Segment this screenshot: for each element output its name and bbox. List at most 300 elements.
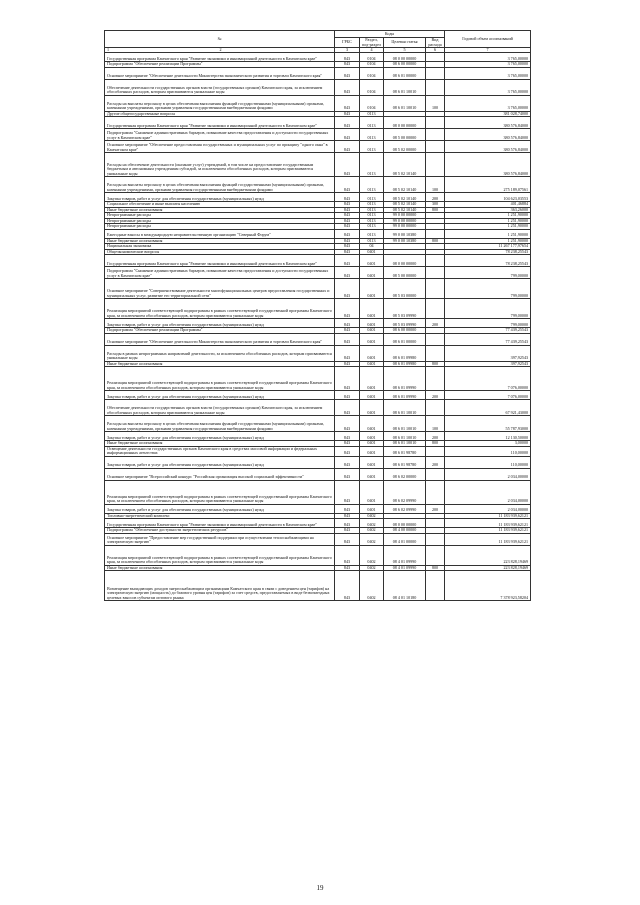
row-exptype-cell: 200: [426, 504, 445, 513]
row-amount-cell: 397,92543: [445, 361, 531, 367]
row-grbs-cell: 843: [335, 504, 360, 513]
row-section-cell: 0104: [360, 67, 384, 79]
row-grbs-cell: 843: [335, 255, 360, 267]
row-amount-cell: 78 238,25543: [445, 249, 531, 255]
row-name-cell: Основное мероприятие "Совершенствование деятельности многофункциональных центров предоставления государственных и муниципальных услуг, развитие его территориальной сети": [105, 279, 335, 299]
row-amount-cell: 1 251,90000: [445, 224, 531, 230]
table-body: [105, 48, 531, 601]
table-row: [105, 53, 531, 62]
row-target-cell: 99 0 00 10380: [384, 229, 426, 238]
row-exptype-cell: [426, 446, 445, 456]
row-exptype-cell: [426, 333, 445, 345]
row-target-cell: 08 6 02 09990: [384, 480, 426, 504]
budget-table: [104, 30, 531, 601]
row-grbs-cell: 843: [335, 79, 360, 95]
row-grbs-cell: 843: [335, 513, 360, 519]
row-target-cell: 08 0 00 00000: [384, 519, 426, 528]
row-amount-cell: 799,00000: [445, 299, 531, 319]
row-section-cell: 0113: [360, 218, 384, 224]
row-exptype-cell: [426, 571, 445, 601]
table-row: [105, 299, 531, 319]
row-grbs-cell: 843: [335, 153, 360, 177]
row-name-cell: Иные бюджетные ассигнования: [105, 565, 335, 571]
row-amount-cell: 1 251,90000: [445, 238, 531, 244]
row-name-cell: Закупка товаров, работ и услуг для обеспечения государственных (муниципальных) нужд: [105, 319, 335, 328]
row-section-cell: 0104: [360, 62, 384, 68]
row-grbs-cell: 843: [335, 177, 360, 193]
column-number-7: 7: [445, 48, 531, 53]
row-target-cell: 08 6 00 00000: [384, 62, 426, 68]
row-amount-cell: 380 576,84000: [445, 153, 531, 177]
row-name-cell: Непрограммные расходы: [105, 213, 335, 219]
row-target-cell: 08 6 01 10010: [384, 95, 426, 111]
row-name-cell: Основное мероприятие "Обеспечение предоставления государственных и муниципальных услуг по принципу "одного окна" в Камчатском крае": [105, 141, 335, 153]
row-grbs-cell: 843: [335, 238, 360, 244]
row-target-cell: 08 5 03 00000: [384, 279, 426, 299]
row-name-cell: Непрограммные расходы: [105, 224, 335, 230]
row-target-cell: 08 4 01 00000: [384, 533, 426, 545]
row-section-cell: 0401: [360, 391, 384, 400]
row-name-cell: Закупка товаров, работ и услуг для обеспечения государственных (муниципальных) нужд: [105, 432, 335, 441]
table-row: [105, 345, 531, 361]
row-name-cell: Закупка товаров, работ и услуг для обеспечения государственных (муниципальных) нужд: [105, 391, 335, 400]
row-name-cell: Иные бюджетные ассигнования: [105, 361, 335, 367]
row-exptype-cell: [426, 117, 445, 129]
row-target-cell: 08 6 02 00000: [384, 468, 426, 480]
row-grbs-cell: 843: [335, 367, 360, 391]
col-section-header: Раздел, под-раздел: [360, 38, 384, 48]
row-exptype-cell: 300: [426, 202, 445, 208]
row-name-cell: Другие общегосударственные вопросы: [105, 111, 335, 117]
row-exptype-cell: [426, 545, 445, 565]
row-target-cell: 99 0 00 00000: [384, 213, 426, 219]
row-name-cell: Расходы на выплаты персоналу в целях обеспечения выполнения функций государственными (муниципальными) органами, казенными учреждениями, органами управления государственными внебюджетными фондами: [105, 416, 335, 432]
row-name-cell: Иные бюджетные ассигнования: [105, 207, 335, 213]
row-exptype-cell: [426, 345, 445, 361]
row-name-cell: Расходы на обеспечение деятельности (оказание услуг) учреждений, в том числе на предоставление государственным бюджетным и автономным учреждениям субсидий, за исключением обособленных расходов, которым присваиваются уникальные коды: [105, 153, 335, 177]
row-target-cell: 08 5 02 00000: [384, 141, 426, 153]
row-target-cell: 08 0 00 00000: [384, 53, 426, 62]
row-amount-cell: 380 576,84000: [445, 129, 531, 141]
row-section-cell: 0113: [360, 207, 384, 213]
table-row: [105, 95, 531, 111]
row-target-cell: 08 6 01 09980: [384, 361, 426, 367]
row-grbs-cell: 843: [335, 95, 360, 111]
row-name-cell: Расходы на выплаты персоналу в целях обеспечения выполнения функций государственными (муниципальными) органами, казенными учреждениями, органами управления государственными внебюджетными фондами: [105, 95, 335, 111]
table-row: [105, 129, 531, 141]
table-row: [105, 504, 531, 513]
row-grbs-cell: 843: [335, 400, 360, 416]
row-grbs-cell: 843: [335, 345, 360, 361]
row-grbs-cell: 843: [335, 571, 360, 601]
row-amount-cell: 77 439,25543: [445, 333, 531, 345]
row-grbs-cell: 843: [335, 416, 360, 432]
row-amount-cell: 11 183 939,62121: [445, 528, 531, 534]
row-grbs-cell: 843: [335, 207, 360, 213]
row-grbs-cell: 843: [335, 218, 360, 224]
row-target-cell: 08 6 01 00000: [384, 333, 426, 345]
col-grbs-header: ГРБС: [335, 38, 360, 48]
row-amount-cell: 363,26000: [445, 207, 531, 213]
row-name-cell: Реализация мероприятий соответствующей подпрограммы в рамках соответствующей государственной программы Камчатского края, за исключением обособленных расходов, которым присваиваются уникальные коды: [105, 480, 335, 504]
row-exptype-cell: [426, 480, 445, 504]
row-exptype-cell: [426, 299, 445, 319]
row-name-cell: Закупка товаров, работ и услуг для обеспечения государственных (муниципальных) нужд: [105, 504, 335, 513]
table-row: [105, 519, 531, 528]
row-name-cell: Непрограммные расходы: [105, 218, 335, 224]
row-name-cell: Возмещение выпадающих доходов энергоснабжающим организациям Камчатского края в связи с доведением цен (тарифов) на электрическую энергию (мощность) до базового уровня цен (тарифов) за счет средств, предоставляемых в виде безвозмездных целевых взносов субъектам оптового рынка: [105, 571, 335, 601]
row-target-cell: 08 0 00 00000: [384, 117, 426, 129]
row-target-cell: 08 5 02 10140: [384, 177, 426, 193]
row-amount-cell: 223 828,19469: [445, 565, 531, 571]
row-target-cell: 08 6 01 10010: [384, 400, 426, 416]
row-amount-cell: 104 623,03553: [445, 193, 531, 202]
row-amount-cell: 1 251,90000: [445, 213, 531, 219]
row-grbs-cell: 843: [335, 328, 360, 334]
row-target-cell: 08 5 02 10140: [384, 207, 426, 213]
row-amount-cell: 799,00000: [445, 279, 531, 299]
table-row: [105, 400, 531, 416]
row-amount-cell: 77 439,25543: [445, 328, 531, 334]
table-row: [105, 333, 531, 345]
row-section-cell: 0113: [360, 229, 384, 238]
row-target-cell: 99 0 00 00000: [384, 218, 426, 224]
row-amount-cell: 1 251,90000: [445, 229, 531, 238]
row-section-cell: 0401: [360, 432, 384, 441]
row-amount-cell: 7 076,00000: [445, 391, 531, 400]
row-exptype-cell: [426, 519, 445, 528]
row-name-cell: Основное мероприятие "Обеспечение деятельности Министерства экономического развития и торговли Камчатского края": [105, 67, 335, 79]
table-row: [105, 391, 531, 400]
table-header: [105, 31, 531, 48]
row-target-cell: 08 6 01 09990: [384, 367, 426, 391]
row-exptype-cell: [426, 79, 445, 95]
table-row: [105, 141, 531, 153]
row-name-cell: Государственная программа Камчатского края "Развитие экономики и инновационной деятельности в Камчатском крае": [105, 255, 335, 267]
row-exptype-cell: 200: [426, 456, 445, 468]
row-target-cell: 08 5 00 00000: [384, 129, 426, 141]
row-section-cell: 0401: [360, 255, 384, 267]
row-grbs-cell: 843: [335, 279, 360, 299]
row-amount-cell: 223 828,19469: [445, 545, 531, 565]
table-row: [105, 468, 531, 480]
row-section-cell: 0113: [360, 177, 384, 193]
row-name-cell: Ежегодные взносы в международную неправительственную организацию "Северный Форум": [105, 229, 335, 238]
row-grbs-cell: 843: [335, 67, 360, 79]
row-amount-cell: 11 267 177,97654: [445, 244, 531, 250]
row-amount-cell: 3 765,00000: [445, 95, 531, 111]
row-target-cell: 08 5 02 10140: [384, 193, 426, 202]
table-row: [105, 319, 531, 328]
table-row: [105, 279, 531, 299]
row-exptype-cell: 800: [426, 361, 445, 367]
row-section-cell: 0401: [360, 480, 384, 504]
row-exptype-cell: [426, 468, 445, 480]
row-amount-cell: 3 765,00000: [445, 53, 531, 62]
row-exptype-cell: 100: [426, 95, 445, 111]
row-grbs-cell: 843: [335, 528, 360, 534]
row-target-cell: 08 4 01 10180: [384, 571, 426, 601]
table-row: [105, 229, 531, 238]
row-exptype-cell: [426, 533, 445, 545]
row-amount-cell: 7 076,00000: [445, 367, 531, 391]
row-amount-cell: 7 378 923,58204: [445, 571, 531, 601]
row-exptype-cell: [426, 129, 445, 141]
row-exptype-cell: [426, 400, 445, 416]
column-number-3: 3: [335, 48, 360, 53]
row-grbs-cell: 843: [335, 319, 360, 328]
row-amount-cell: 11 183 939,62121: [445, 519, 531, 528]
row-section-cell: 0113: [360, 141, 384, 153]
row-name-cell: Государственная программа Камчатского края "Развитие экономики и инновационной деятельности в Камчатском крае": [105, 519, 335, 528]
table-row: [105, 267, 531, 279]
row-grbs-cell: 843: [335, 545, 360, 565]
row-section-cell: 0402: [360, 533, 384, 545]
row-target-cell: 08 5 02 10140: [384, 202, 426, 208]
row-name-cell: Общеэкономические вопросы: [105, 249, 335, 255]
row-target-cell: 08 6 01 09980: [384, 345, 426, 361]
row-exptype-cell: [426, 279, 445, 299]
row-target-cell: 08 6 01 10010: [384, 416, 426, 432]
row-grbs-cell: 843: [335, 62, 360, 68]
row-amount-cell: 110,00000: [445, 446, 531, 456]
row-section-cell: 0104: [360, 95, 384, 111]
row-section-cell: 0113: [360, 153, 384, 177]
row-section-cell: 0401: [360, 345, 384, 361]
row-name-cell: Закупка товаров, работ и услуг для обеспечения государственных (муниципальных) нужд: [105, 456, 335, 468]
row-section-cell: 0104: [360, 53, 384, 62]
table-row: [105, 193, 531, 202]
col-amount-header: Годовой объем ассигнований: [445, 31, 531, 48]
row-target-cell: 08 4 01 09990: [384, 545, 426, 565]
row-amount-cell: 799,00000: [445, 267, 531, 279]
row-section-cell: 0402: [360, 545, 384, 565]
table-row: [105, 79, 531, 95]
row-grbs-cell: 843: [335, 224, 360, 230]
row-section-cell: 0113: [360, 238, 384, 244]
table-row: [105, 432, 531, 441]
row-name-cell: Закупка товаров, работ и услуг для обеспечения государственных (муниципальных) нужд: [105, 193, 335, 202]
row-section-cell: 0401: [360, 468, 384, 480]
row-target-cell: 08 5 02 10140: [384, 153, 426, 177]
row-section-cell: 0401: [360, 446, 384, 456]
column-number-2: 2: [219, 47, 222, 52]
row-amount-cell: 2 034,00000: [445, 480, 531, 504]
row-section-cell: 0401: [360, 456, 384, 468]
row-section-cell: 0104: [360, 79, 384, 95]
row-target-cell: 08 6 01 98780: [384, 456, 426, 468]
row-section-cell: 0401: [360, 299, 384, 319]
row-name-cell: Подпрограмма "Обеспечение реализации Программы": [105, 62, 335, 68]
row-exptype-cell: 200: [426, 193, 445, 202]
row-target-cell: 08 0 00 00000: [384, 255, 426, 267]
table-row: [105, 255, 531, 267]
row-name-cell: Реализация мероприятий соответствующей подпрограммы в рамках соответствующей государственной программы Камчатского края, за исключением обособленных расходов, которым присваиваются уникальные коды: [105, 367, 335, 391]
row-exptype-cell: [426, 153, 445, 177]
row-target-cell: 08 5 03 09990: [384, 319, 426, 328]
row-section-cell: 0113: [360, 117, 384, 129]
row-section-cell: 0401: [360, 400, 384, 416]
row-section-cell: 0401: [360, 441, 384, 447]
row-grbs-cell: 843: [335, 468, 360, 480]
row-target-cell: 99 0 00 00000: [384, 224, 426, 230]
col-codes-header: Коды: [335, 31, 445, 38]
row-section-cell: 0401: [360, 416, 384, 432]
table-row: [105, 153, 531, 177]
row-amount-cell: 12 130,50000: [445, 432, 531, 441]
row-section-cell: 0113: [360, 193, 384, 202]
row-grbs-cell: 843: [335, 456, 360, 468]
row-exptype-cell: [426, 229, 445, 238]
table-row: [105, 480, 531, 504]
row-exptype-cell: 800: [426, 441, 445, 447]
table-row: [105, 67, 531, 79]
row-amount-cell: 3 765,00000: [445, 62, 531, 68]
row-section-cell: 04: [360, 244, 384, 250]
row-name-cell: Государственная программа Камчатского края "Развитие экономики и инновационной деятельности в Камчатском крае": [105, 53, 335, 62]
row-exptype-cell: [426, 67, 445, 79]
row-amount-cell: 1 251,90000: [445, 218, 531, 224]
row-amount-cell: 401,46884: [445, 202, 531, 208]
row-name-cell: Основное мероприятие "Обеспечение деятельности Министерства экономического развития и торговли Камчатского края": [105, 333, 335, 345]
row-section-cell: 0113: [360, 224, 384, 230]
row-grbs-cell: 843: [335, 213, 360, 219]
row-name-cell: Обеспечение деятельности государственных органов власти (государственных органов) Камчатского края, за исключением обособленных расходов, которым присваиваются уникальные коды: [105, 79, 335, 95]
row-exptype-cell: [426, 255, 445, 267]
row-section-cell: 0402: [360, 565, 384, 571]
row-grbs-cell: 843: [335, 202, 360, 208]
row-section-cell: 0113: [360, 129, 384, 141]
row-amount-cell: 275 189,07561: [445, 177, 531, 193]
row-exptype-cell: [426, 367, 445, 391]
row-name-cell: Иные бюджетные ассигнования: [105, 238, 335, 244]
table-row: [105, 446, 531, 456]
row-name-cell: Расходы в рамках непрограммных направлений деятельности, за исключением обособленных расходов, которым присваиваются уникальные коды: [105, 345, 335, 361]
row-grbs-cell: 843: [335, 267, 360, 279]
row-target-cell: 08 6 02 09990: [384, 504, 426, 513]
row-amount-cell: 3 765,00000: [445, 79, 531, 95]
row-grbs-cell: 843: [335, 299, 360, 319]
row-exptype-cell: 200: [426, 319, 445, 328]
row-exptype-cell: [426, 141, 445, 153]
row-name-cell: Подпрограмма "Обеспечение реализации Программы": [105, 328, 335, 334]
row-grbs-cell: 843: [335, 229, 360, 238]
row-section-cell: 0401: [360, 361, 384, 367]
row-name-cell: Подпрограмма "Снижение административных барьеров, повышение качества предоставления и доступности государственных услуг в Камчатском крае": [105, 129, 335, 141]
row-name-cell: Топливно-энергетический комплекс: [105, 513, 335, 519]
row-grbs-cell: 843: [335, 533, 360, 545]
row-target-cell: 08 6 00 00000: [384, 328, 426, 334]
column-number-1: 1: [107, 47, 110, 52]
row-amount-cell: 11 183 939,62121: [445, 513, 531, 519]
row-name-cell: Социальное обеспечение и иные выплаты населению: [105, 202, 335, 208]
row-name-cell: Расходы на выплаты персоналу в целях обеспечения выполнения функций государственными (муниципальными) органами, казенными учреждениями, органами управления государственными внебюджетными фондами: [105, 177, 335, 193]
row-name-cell: Освещение деятельности государственных органов Камчатского края в средствах массовой информации и федеральных информационных агентствах: [105, 446, 335, 456]
table-row: [105, 545, 531, 565]
row-exptype-cell: [426, 53, 445, 62]
row-section-cell: 0401: [360, 249, 384, 255]
row-amount-cell: 2 034,00000: [445, 504, 531, 513]
page-number: 19: [316, 884, 324, 892]
row-name-cell: Подпрограмма "Обеспечение доступности энергетических ресурсов": [105, 528, 335, 534]
row-exptype-cell: 800: [426, 565, 445, 571]
row-amount-cell: 55 787,93000: [445, 416, 531, 432]
row-grbs-cell: 843: [335, 361, 360, 367]
row-exptype-cell: 200: [426, 432, 445, 441]
row-grbs-cell: 843: [335, 391, 360, 400]
row-amount-cell: 78 238,25543: [445, 255, 531, 267]
row-section-cell: 0402: [360, 528, 384, 534]
row-grbs-cell: 843: [335, 519, 360, 528]
row-section-cell: 0402: [360, 513, 384, 519]
row-name-cell: Реализация мероприятий соответствующей подпрограммы в рамках соответствующей государственной программы Камчатского края, за исключением обособленных расходов, которым присваиваются уникальные коды: [105, 299, 335, 319]
row-section-cell: 0401: [360, 267, 384, 279]
row-grbs-cell: 843: [335, 53, 360, 62]
row-name-cell: Подпрограмма "Снижение административных барьеров, повышение качества предоставления и доступности государственных услуг в Камчатском крае": [105, 267, 335, 279]
column-number-6: 6: [426, 48, 445, 53]
row-grbs-cell: 843: [335, 441, 360, 447]
row-target-cell: 08 6 01 09990: [384, 391, 426, 400]
row-name-cell: Иные бюджетные ассигнования: [105, 441, 335, 447]
row-section-cell: 0401: [360, 319, 384, 328]
row-section-cell: 0402: [360, 519, 384, 528]
row-exptype-cell: 800: [426, 207, 445, 213]
col-exptype-header: Вид расхода: [426, 38, 445, 48]
row-grbs-cell: 843: [335, 333, 360, 345]
row-amount-cell: 110,00000: [445, 456, 531, 468]
row-amount-cell: 11 183 939,62121: [445, 533, 531, 545]
row-exptype-cell: [426, 267, 445, 279]
row-exptype-cell: 200: [426, 391, 445, 400]
row-target-cell: 08 5 00 00000: [384, 267, 426, 279]
row-target-cell: 99 0 00 10380: [384, 238, 426, 244]
row-name-cell: Обеспечение деятельности государственных органов власти (государственных органов) Камчатского края, за исключением обособленных расходов, которым присваиваются уникальные коды: [105, 400, 335, 416]
row-amount-cell: 397,92543: [445, 345, 531, 361]
row-amount-cell: 380 576,84000: [445, 141, 531, 153]
row-amount-cell: 3,00000: [445, 441, 531, 447]
table-row: [105, 117, 531, 129]
row-amount-cell: 799,00000: [445, 319, 531, 328]
row-grbs-cell: 843: [335, 249, 360, 255]
row-grbs-cell: 843: [335, 565, 360, 571]
row-name-cell: Основное мероприятие "Предоставление мер государственной поддержки при осуществлении теплоснабжающими на электрическую энергию": [105, 533, 335, 545]
row-section-cell: 0401: [360, 333, 384, 345]
row-target-cell: 08 6 01 10010: [384, 432, 426, 441]
row-section-cell: 0113: [360, 213, 384, 219]
row-target-cell: 08 6 01 00000: [384, 67, 426, 79]
col-target-header: Целевая статья: [384, 38, 426, 48]
row-grbs-cell: 843: [335, 111, 360, 117]
row-grbs-cell: 843: [335, 480, 360, 504]
table-row: [105, 177, 531, 193]
row-grbs-cell: 843: [335, 129, 360, 141]
table-row: [105, 571, 531, 601]
row-name-cell: Реализация мероприятий соответствующей подпрограммы в рамках соответствующей государственной программы Камчатского края, за исключением обособленных расходов, которым присваиваются уникальные коды: [105, 545, 335, 565]
row-amount-cell: 380 576,84000: [445, 117, 531, 129]
row-grbs-cell: 843: [335, 446, 360, 456]
row-exptype-cell: 100: [426, 177, 445, 193]
row-name-cell: Национальная экономика: [105, 244, 335, 250]
row-amount-cell: 67 921,43000: [445, 400, 531, 416]
row-exptype-cell: 800: [426, 238, 445, 244]
row-section-cell: 0113: [360, 111, 384, 117]
row-grbs-cell: 843: [335, 244, 360, 250]
row-amount-cell: 2 034,00000: [445, 468, 531, 480]
row-grbs-cell: 843: [335, 193, 360, 202]
row-target-cell: 08 6 01 10010: [384, 79, 426, 95]
row-grbs-cell: 843: [335, 432, 360, 441]
row-amount-cell: 3 765,00000: [445, 67, 531, 79]
